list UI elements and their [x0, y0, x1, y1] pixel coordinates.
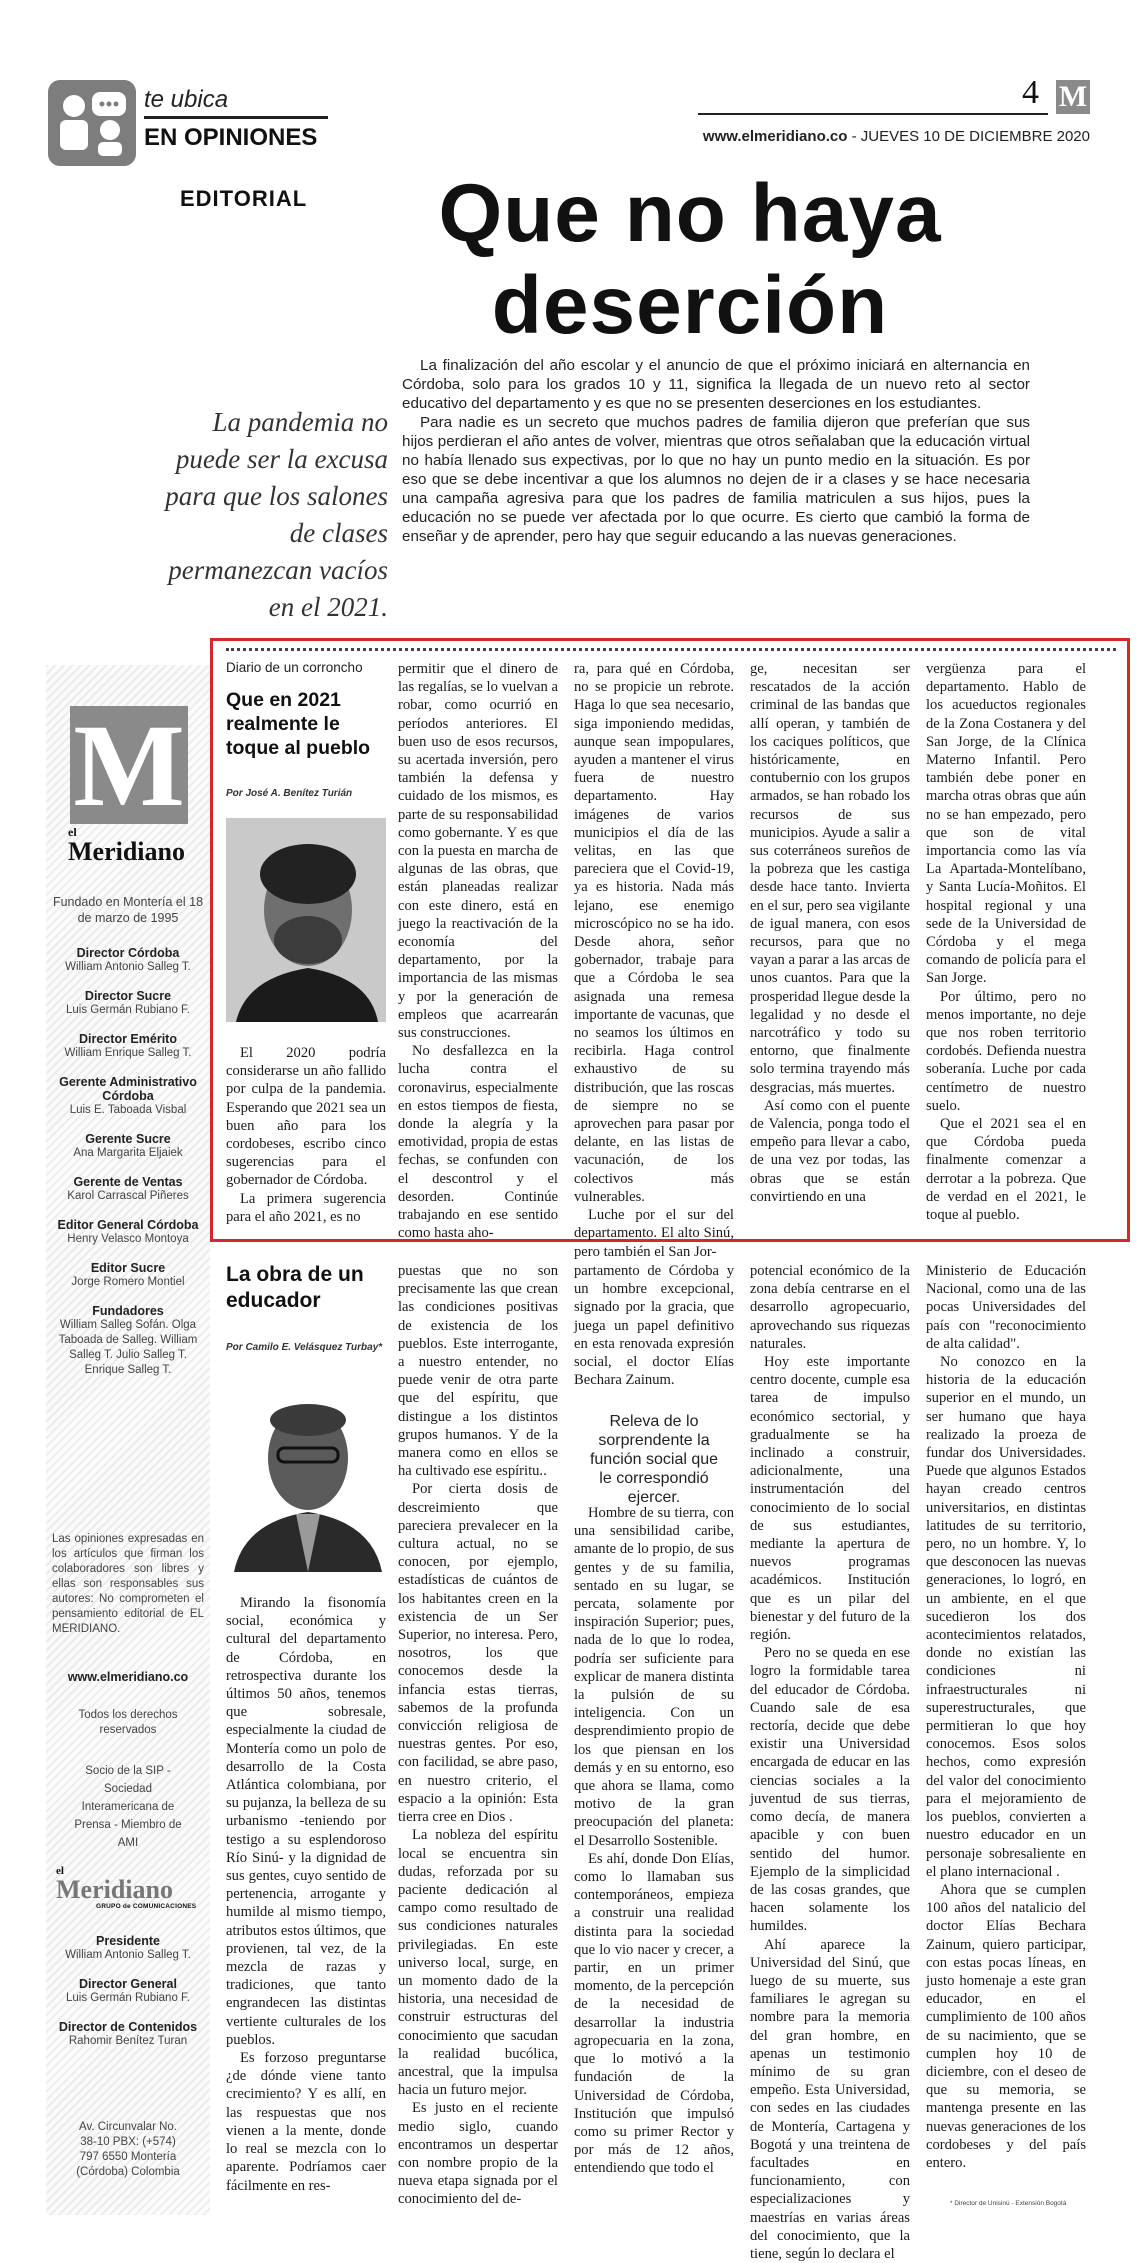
article-1-title: Que en 2021 realmente le toque al pueblo — [226, 689, 371, 759]
staff-1: Director Sucre Luis Germán Rubiano F. — [65, 989, 190, 1016]
editorial-para-2: Para nadie es un secreto que muchos padres de familia dijeron que preferían que sus hijos perdieran el año antes de volver, mientras que otros señalaban que la educación virtual no había llenado sus expectivas, por lo que no hay un punto medio en la situación. Es por eso que se debe incentivar a que los alumnos no dejen de ir a clases y se hace necesaria una campaña agresiva para que los padres de familia matriculen a sus hijos, pues la educación no se puede ver afectada por lo que ocurre. Es cierto que cambió la forma de enseñar y de aprender, pero hay que seguir educando a las nuevas generaciones. — [402, 414, 1030, 545]
article-1-col-4: ge, necesitan ser rescatados de la acción criminal de las bandas que allí operan, y también de los caciques políticos, que históricamente, en contubernio con los grupos armados, se han robado los recursos de sus municipios. Ayude a salir a sus coterráneos sureños de la pobreza que les castiga desde hace tanto. Invierta en el sur, pero sea vigilante de igual manera, con esos recursos, para que no vayan a parar a las arcas de unos cuantos. Para que la prosperidad llegue desde la legalidad y no desde el narcotráfico y todo su entorno, que finalmente solo termina trayendo más desgracias, más muertes. Así como con el puente de Valencia, ponga todo el empeño para llevar a cabo, de una vez por todas, las obras que se están convirtiendo en una — [750, 661, 910, 1205]
sidebar-logo: M — [70, 706, 188, 824]
people-icon — [48, 80, 136, 166]
sidebar-website[interactable]: www.elmeridiano.co — [67, 1670, 189, 1684]
article-2-author-photo — [226, 1372, 386, 1572]
article-2-col-2: puestas que no son precisamente las que crean las condiciones positivas de existencia de los pueblos. Este interrogante, a nuestro entender, no puede venir de otra parte que del espíritu, que distingue a los distintos grupos humanos. Y de la manera como en ellos se ha cultivado ese espíritu.. Por cierta dosis de descreimiento que pareciera prevalecer en la cultura actual, no se conocen, por ejemplo, estadísticas de cuántos de los habitantes creen en la existencia de un Ser Superior, no interesa. Pero, nosotros, los que conocemos desde la infancia estas tierras, sabemos de la profunda convicción religiosa de nuestras gentes. Por eso, con facilidad, se abre paso, en nuestro criterio, el espacio a la opinión: Esta tierra cree en Dios . La nobleza del espíritu local se encuentra sin dudas, reforzada por su paciente dedicación al campo como resultado de sus condiciones naturales privilegiadas. En este universo local, surge, en un momento dado de la historia, una necesidad de construir estructuras del conocimiento que sacudan la realidad bucólica, ancestral, que la impulsa hacia un futuro mejor. Es justo en el reciente medio siglo, cuando encontramos un despertar con nombre propio de la nueva etapa signada por el conocimiento del de- — [398, 1263, 558, 2208]
article-2-byline: Por Camilo E. Velásquez Turbay* — [226, 1342, 383, 1353]
editorial-pull-quote: La pandemia no puede ser la excusa para que los salones de clases permanezcan vacíos en el 2021. — [165, 407, 388, 622]
staff-8: Fundadores William Salleg Sofán. Olga Taboada de Salleg. William Salleg T. Julio Salleg T. Enrique Salleg T. — [58, 1304, 198, 1376]
article-1-byline: Por José A. Benítez Turián — [226, 788, 353, 799]
section-rule — [144, 116, 328, 119]
article-1-col-1: El 2020 podría considerarse un año fallido por culpa de la pandemia. Esperando que 2021 sea un buen año para los cordobeses, escribo cinco sugerencias para el gobernador de Córdoba. La primera sugerencia para el año 2021, es no — [226, 1045, 386, 1225]
logo-badge: M — [1056, 80, 1090, 114]
article-1-col-2: permitir que el dinero de las regalías, se lo vuelvan a robar, como ocurrió en períodos anteriores. El buen uso de esos recursos, su acertada inversión, pero también la defensa y cuidado de los mismos, es parte de su responsabilidad como gobernante. Y es que con la puesta en marcha de algunas de las obras, que están planeadas realizar con este dinero, está en juego la reactivación de la economía del departamento, por la importancia de las mismas y por la generación de empleos que acarrearán sus construcciones. No desfallezca en la lucha contra el coronavirus, especialmente en estos tiempos de fiesta, donde la alegría y la emotividad, propia de estas fechas, se confunden con el descontrol y el desorden. Continúe trabajando en ese sentido como hasta aho- — [398, 661, 558, 1242]
sidebar-staff-2: Presidente William Antonio Salleg T. Director General Luis Germán Rubiano F. Director de Contenidos Rahomir Benítez Turan — [58, 1934, 198, 2047]
editorial-title — [360, 168, 1020, 352]
sidebar-rights: Todos los derechos reservados — [78, 1709, 178, 1736]
article-2-col-5: Ministerio de Educación Nacional, como una de las pocas Universidades del país con "reconocimiento de alta calidad". No conozco en la historia de la educación superior en el mundo, un ser humano que haya realizado la proeza de fundar dos Universidades. Puede que algunos Estados hayan creado centros universitarios, en distintas latitudes de su territorio, pero, no un hombre. Y, lo que desconocen las nuevas generaciones, lo logró, en un ambiente, en el que sucedieron los dos acontecimientos relatados, donde no existían las condiciones ni infraestructurales ni superestructurales, que permitieran lo que hoy conocemos. Esos solos hechos, como expresión del valor del conocimiento para el mejoramiento de los pueblos, convierten a nuestro educador en un personaje sobresaliente en el plano internacional . Ahora que se cumplen 100 años del natalicio del doctor Elías Bechara Zainum, quiero participar, con estas pocas líneas, en justo homenaje a este gran educador, en el cumplimiento de 100 años de su nacimiento, que se cumplen hoy 10 de diciembre, con el deseo de que su memoria, se mantenga presente en las nuevas generaciones de los cordobeses y del país entero. — [926, 1263, 1086, 2171]
sidebar-disclaimer: Las opiniones expresadas en los artículos que firman los colaboradores son libres y ellas son responsables sus autores: No comprometen el pensamiento editorial de EL MERIDIANO. — [52, 1533, 204, 1635]
section-small: te ubica — [144, 86, 229, 113]
sidebar-address: Av. Circunvalar No. 38-10 PBX: (+574) 797 6550 Montería (Córdoba) Colombia — [76, 2121, 180, 2178]
article-2-col-3a: partamento de Córdoba y un hombre excepcional, signado por la gracia, que juega un papel definitivo en esta renovada expresión social, el doctor Elías Bechara Zainum. — [574, 1263, 734, 1389]
article-1-col-3: ra, para qué en Córdoba, no se propicie un rebrote. Haga lo que sea necesario, siga imponiendo medidas, aunque sean impopulares, ayuden a mantener el virus fuera de nuestro departamento. Hay imágenes de varios municipios el día de las velitas, en las que pareciera que el Covid-19, ya es historia. Nada más lejano, ese enemigo microscópico no se ha ido. Desde ahora, señor gobernador, trabaje para que a Córdoba le sea asignada una remesa importante de vacunas, que no seamos los últimos en recibirla. Haga control exhaustivo de su distribución, que las roscas de siempre no se aprovechen para pasar por delante, en las listas de vacunación, de los colectivos más vulnerables. Luche por el sur del departamento. El alto Sinú, pero también el San Jor- — [574, 661, 734, 1260]
article-1-author-photo — [226, 818, 386, 1022]
article-1-kicker: Diario de un corroncho — [226, 660, 363, 675]
brand-small: el — [68, 825, 77, 839]
article-2-pull-quote: Releva de lo sorprendente la función social que le correspondió ejercer. — [589, 1413, 719, 1506]
staff-6: Editor General Córdoba Henry Velasco Montoya — [57, 1218, 199, 1245]
editorial-label: EDITORIAL — [180, 186, 308, 211]
title-line-1: Que no haya — [438, 168, 942, 259]
page-number: 4 — [1022, 74, 1039, 111]
sidebar-staff — [48, 932, 208, 1378]
sidebar-brand — [68, 826, 218, 866]
article-2-footnote: * Director de Unisinú - Extensión Bogotá — [950, 2200, 1067, 2207]
staff-0: Director Córdoba William Antonio Salleg T. — [65, 946, 191, 973]
editorial-body — [402, 356, 1030, 546]
article-2-col-1: Mirando la fisonomía social, económica y cultural del departamento de Córdoba, en retrospectiva durante los últimos 50 años, tenemos que sobresale, especialmente la ciudad de Montería como un polo de desarrollo de la Costa Atlántica colombiana, por su pujanza, la belleza de su urbanismo -teniendo por testigo a su esplendoroso Río Sinú- y la dignidad de sus gentes, cuyo sentido de pertenencia, arrogante y humilde al mismo tiempo, atributos estos últimos, que provienen, tal vez, de la mezcla de razas y tradiciones, que tanto engrandecen las distintas vertiente culturales de los pueblos. Es forzoso preguntarse ¿de dónde viene tanto crecimiento? Y es allí, en las respuestas que nos vienen a la mente, donde lo real se mezcla con lo aparente. Podríamos caer fácilmente en res- — [226, 1595, 386, 2194]
article-1-dotted-rule — [226, 648, 1116, 651]
article-2-col-4: potencial económico de la zona debía centrarse en el desarrollo agropecuario, aprovechando sus riquezas naturales. Hoy este importante centro docente, cumple esa tarea de impulso económico sectorial, y gradualmente se ha inclinado a construir, adicionalmente, una instrumentación del conocimiento de lo social de sus estudiantes, mediante la apertura de nuevos programas académicos. Institución que es un pilar del bienestar y del futuro de la región. Pero no se queda en ese logro la formidable tarea del educador de Córdoba. Cuando sale de esa rectoría, decide que debe existir una Universidad encargada de educar en las ciencias sociales a la juventud de sus tierras, como decía, de manera apacible y con buen sentido del humor. Ejemplo de la simplicidad de las cosas grandes, que hacen solamente los humildes. Ahí aparece la Universidad del Sinú, que luego de su muerte, sus familiares le agregan su nombre para la memoria del gran hombre, en apenas un testimonio mínimo de su gran empeño. Esta Universidad, con sedes en las ciudades de Montería, Cartagena y Bogotá y una treintena de facultades en funcionamiento, con especializaciones y maestrías en varias áreas del conocimiento, que la tiene, según lo declara el — [750, 1263, 910, 2262]
editorial-para-1: La finalización del año escolar y el anuncio de que el próximo iniciará en alternancia en Córdoba, solo para los grados 10 y 11, significa la llegada de un nuevo reto al sector educativo del departamento y es que no se presenten deserciones en los estudiantes. — [402, 357, 1030, 412]
sidebar-sip: Socio de la SIP - Sociedad Interamericana de Prensa - Miembro de AMI — [74, 1765, 182, 1849]
section-header — [48, 78, 328, 168]
sidebar-founded: Fundado en Montería el 18 de marzo de 1995 — [52, 895, 204, 925]
section-big: EN OPINIONES — [144, 124, 318, 151]
brand-name: Meridiano — [68, 837, 185, 866]
staff-2: Director Emérito William Enrique Salleg T. — [64, 1032, 192, 1059]
article-2-title: La obra de un educador — [226, 1263, 364, 1312]
title-line-2: deserción — [491, 260, 889, 351]
site-url[interactable]: www.elmeridiano.co — [702, 128, 848, 145]
staff-4: Gerente Sucre Ana Margarita Eljaiek — [73, 1132, 183, 1159]
group-logo: el Meridiano GRUPO de COMUNICACIONES — [56, 1865, 197, 1910]
header-rule — [698, 113, 1048, 115]
staff-5: Gerente de Ventas Karol Carrascal Piñeres — [67, 1175, 189, 1202]
dateline — [690, 128, 1090, 145]
article-2-col-3b: Hombre de su tierra, con una sensibilidad caribe, amante de lo propio, de sus gentes y de su familia, sentado en su lugar, se percata, solamente por inspiración Superior; pues, nada de lo que lo rodea, podría ser suficiente para explicar de manera distinta la pulsión de su inteligencia. Con un desprendimiento propio de los que piensan en los demás y en su entorno, eso que ahora se llama, como motivo de la gran preocupación del planeta: el Desarrollo Sostenible. Es ahí, donde Don Elías, como lo llamaban sus contemporáneos, empieza a construir una realidad distinta para la sociedad que lo vio nacer y crecer, a partir, en un primer momento, de la percepción de la necesidad de desarrollar la industria agropecuaria en la zona, que lo motivó a la fundación de la Universidad de Córdoba, Institución que impulsó como su primer Rector y por más de 12 años, entendiendo que todo el — [574, 1505, 734, 2177]
staff-3: Gerente Administrativo Córdoba Luis E. Taboada Visbal — [59, 1075, 197, 1116]
article-1-col-5: vergüenza para el departamento. Hablo de los acueductos regionales de la Zona Costanera y del San Jorge, de la Clínica Materno Infantil. Pero también debe poner en marcha otras obras que aún no se han empezado, pero que son de vital importancia como las vía La Apartada-Montelíbano, y Santa Lucía-Moñitos. El hospital regional y una sede de la Universidad de Córdoba y el mega comando de policía para el San Jorge. Por último, pero no menos importante, no deje que nos roben territorio cordobés. Defienda nuestra soberanía. Luche por cada centímetro de nuestro suelo. Que el 2021 sea el en que Córdoba pueda finalmente comenzar a derrotar a la pobreza. Que de verdad en el 2021, le toque al pueblo. — [926, 661, 1086, 1224]
staff-7: Editor Sucre Jorge Romero Montiel — [71, 1261, 185, 1288]
date: - JUEVES 10 DE DICIEMBRE 2020 — [847, 128, 1090, 145]
